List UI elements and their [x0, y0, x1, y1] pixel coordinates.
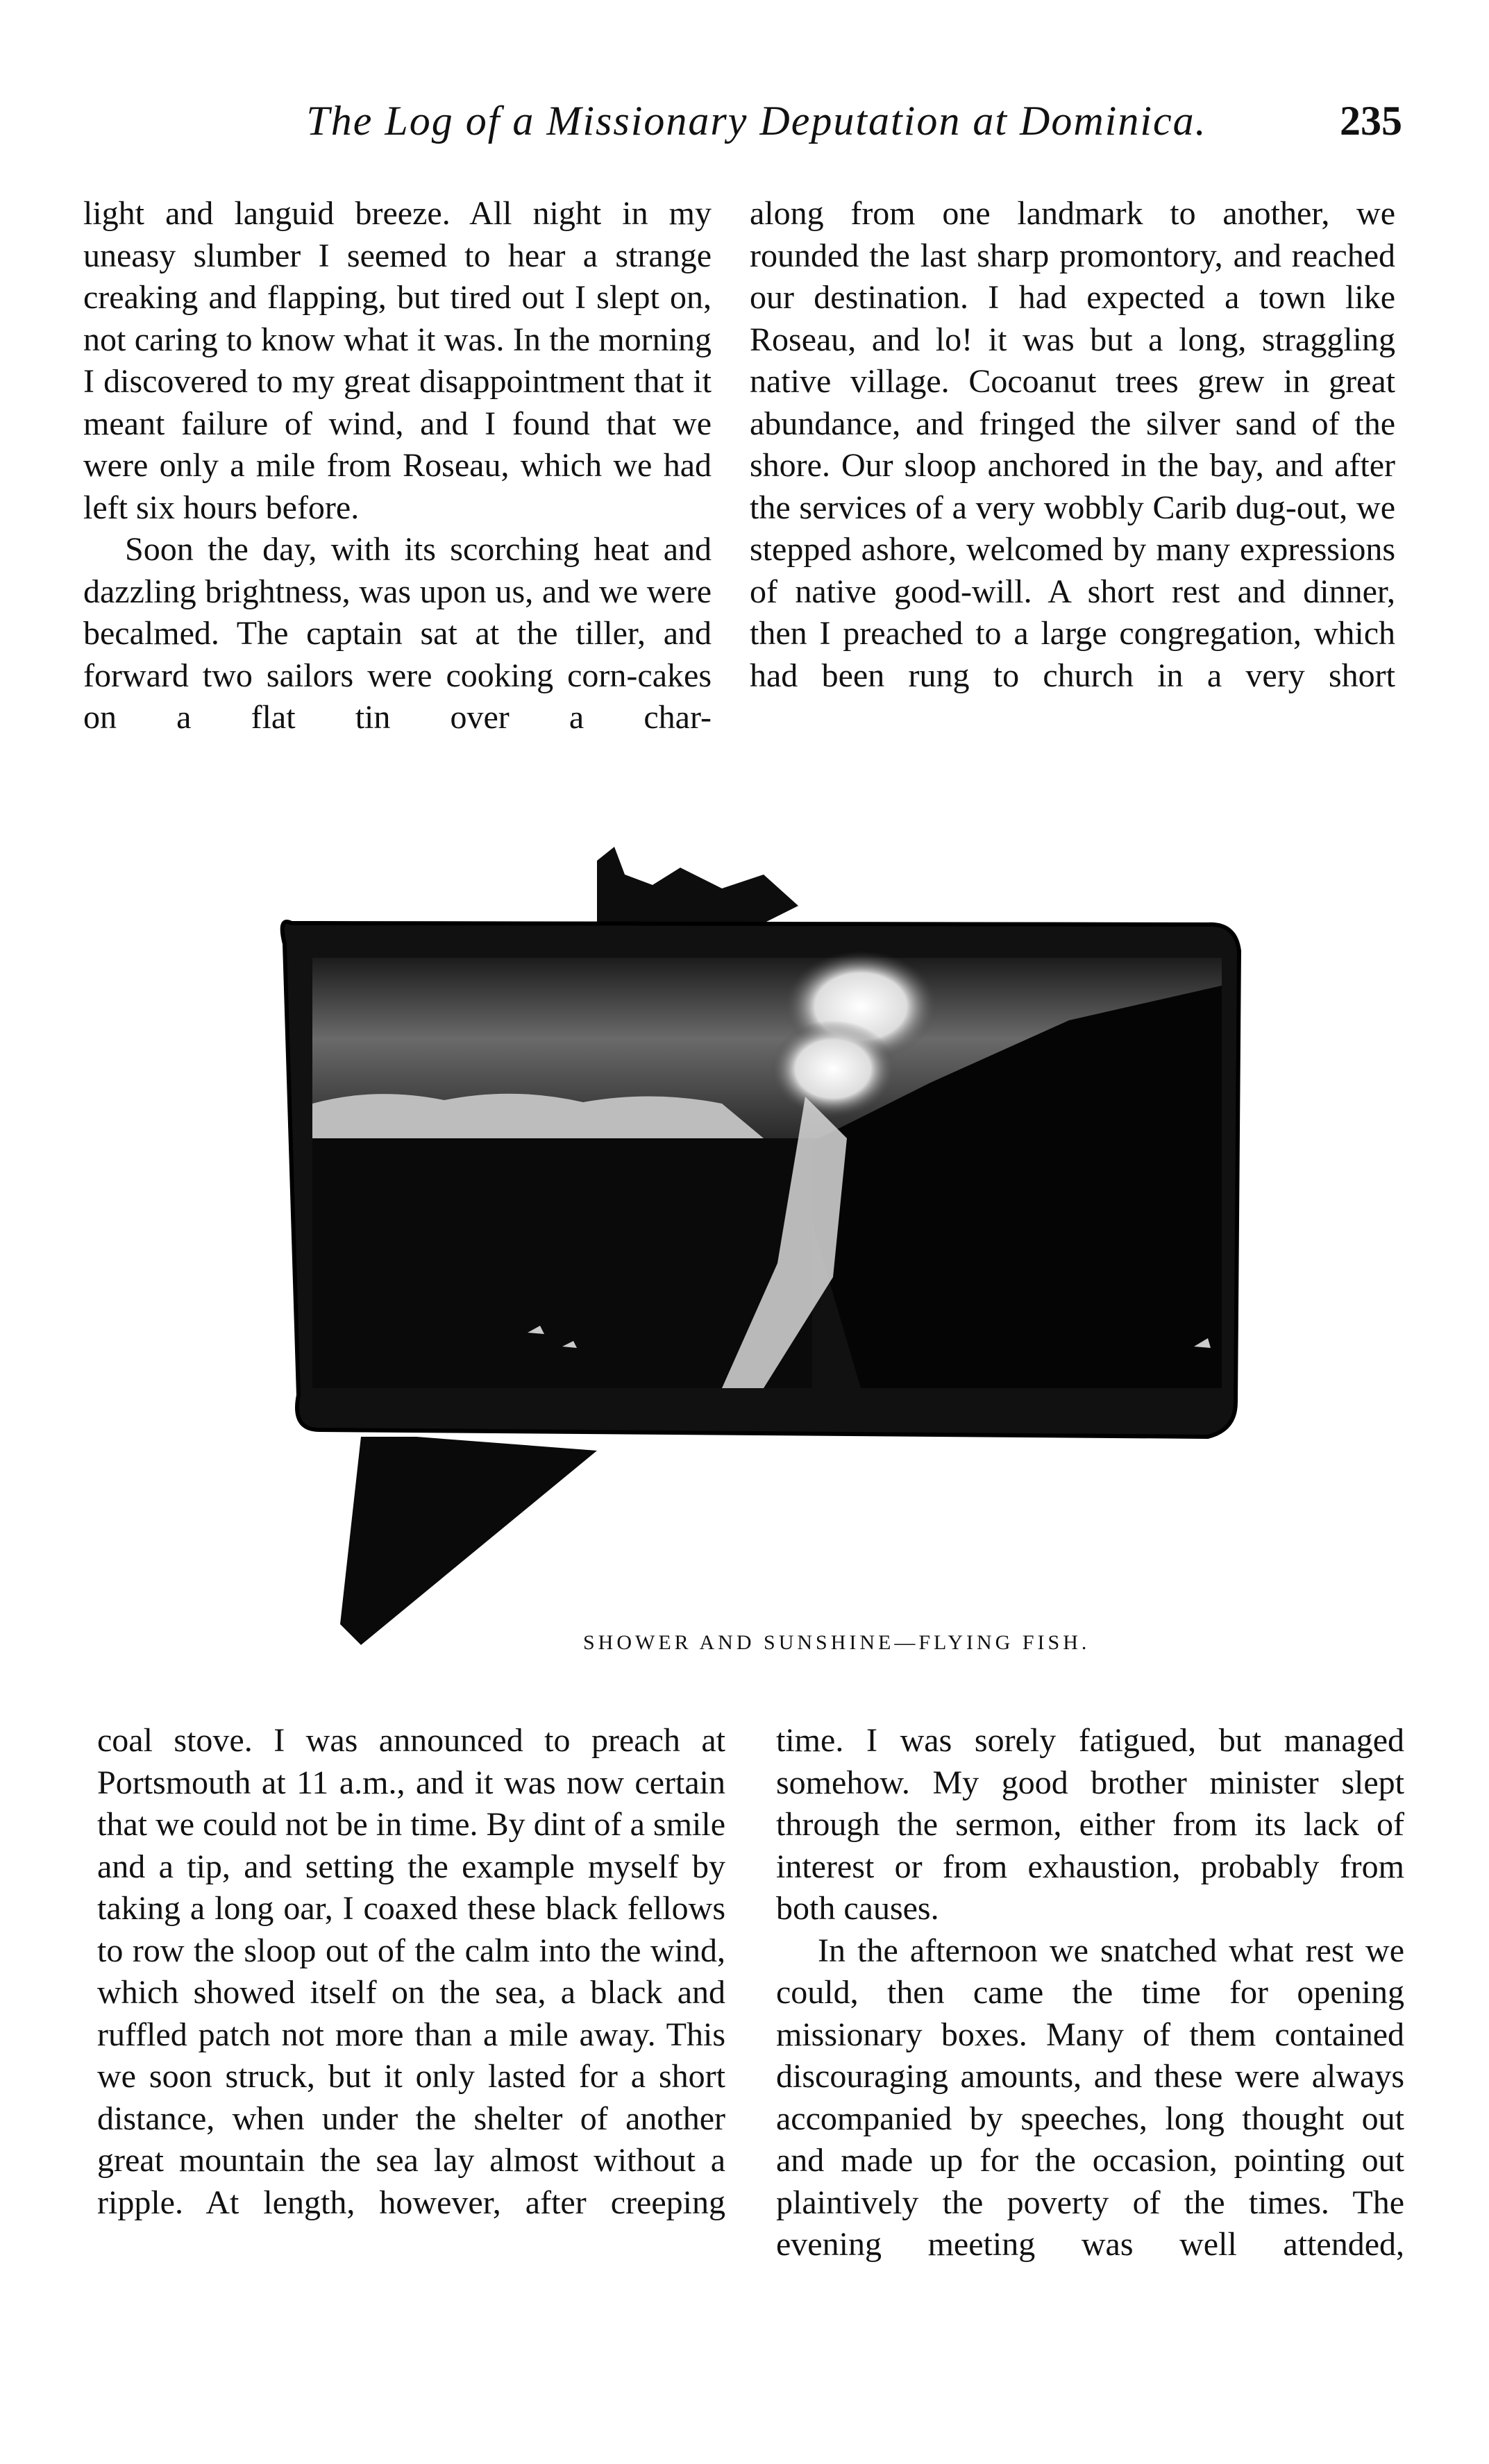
page-number: 235 — [1340, 98, 1402, 144]
shower-and-sunshine-picture — [236, 847, 1263, 1666]
paragraph: time. I was sorely fatigued, but managed somehow. My good brother minister slept through the sermon, either from its lack of interest or from exhaustion, probably from both causes. — [776, 1722, 1404, 1927]
paragraph: In the afternoon we snatched what rest we could, then came the time for opening missionary boxes. Many of them contained discouraging amounts, and these were always accompanied by speeches, long thought out and made up for the occasion, pointing out plaintively the poverty of the times. The evening meeting was well attended, — [776, 1932, 1404, 2263]
paragraph: along from one landmark to another, we rounded the last sharp promontory, and reached our destination. I had expected a town like Roseau, and lo! it was but a long, straggling native village. Cocoanut trees grew in great abundance, and fringed the silver sand of the shore. Our sloop anchored in the bay, and after the services of a very wobbly Carib dug-out, we stepped ashore, welcomed by many expressions of native good-will. A short rest and dinner, then I preached to a large congregation, which had been rung to church in a very short — [750, 195, 1395, 694]
column-top-right — [750, 193, 1395, 697]
paragraph: coal stove. I was announced to preach at Portsmouth at 11 a.m., and it was now certain that we could not be in time. By dint of a smile and a tip, and setting the example myself by taking a long oar, I coaxed these black fellows to row the sloop out of the calm into the wind, which showed itself on the sea, a black and ruffled patch not more than a mile away. This we soon struck, but it only lasted for a short distance, when under the shelter of another great mountain the sea lay almost without a ripple. At length, however, after creeping — [97, 1722, 725, 2221]
column-bottom-right — [776, 1720, 1404, 2266]
paragraph: Soon the day, with its scorching heat and dazzling brightness, was upon us, and we were becalmed. The captain sat at the tiller, and forward two sailors were cooking corn-cakes on a flat tin over a char- — [83, 531, 712, 736]
paragraph: light and languid breeze. All night in my uneasy slumber I seemed to hear a strange creaking and flapping, but tired out I slept on, not caring to know what it was. In the morning I discovered to my great disappointment that it meant failure of wind, and I found that we were only a mile from Roseau, which we had left six hours before. — [83, 195, 712, 526]
column-top-left — [83, 193, 712, 739]
illustration — [236, 847, 1263, 1666]
running-title: The Log of a Missionary Deputation at Dominica. — [306, 98, 1207, 144]
illustration-caption: SHOWER AND SUNSHINE—FLYING FISH. — [583, 1631, 1091, 1654]
column-bottom-left — [97, 1720, 725, 2224]
running-head — [76, 97, 1402, 160]
